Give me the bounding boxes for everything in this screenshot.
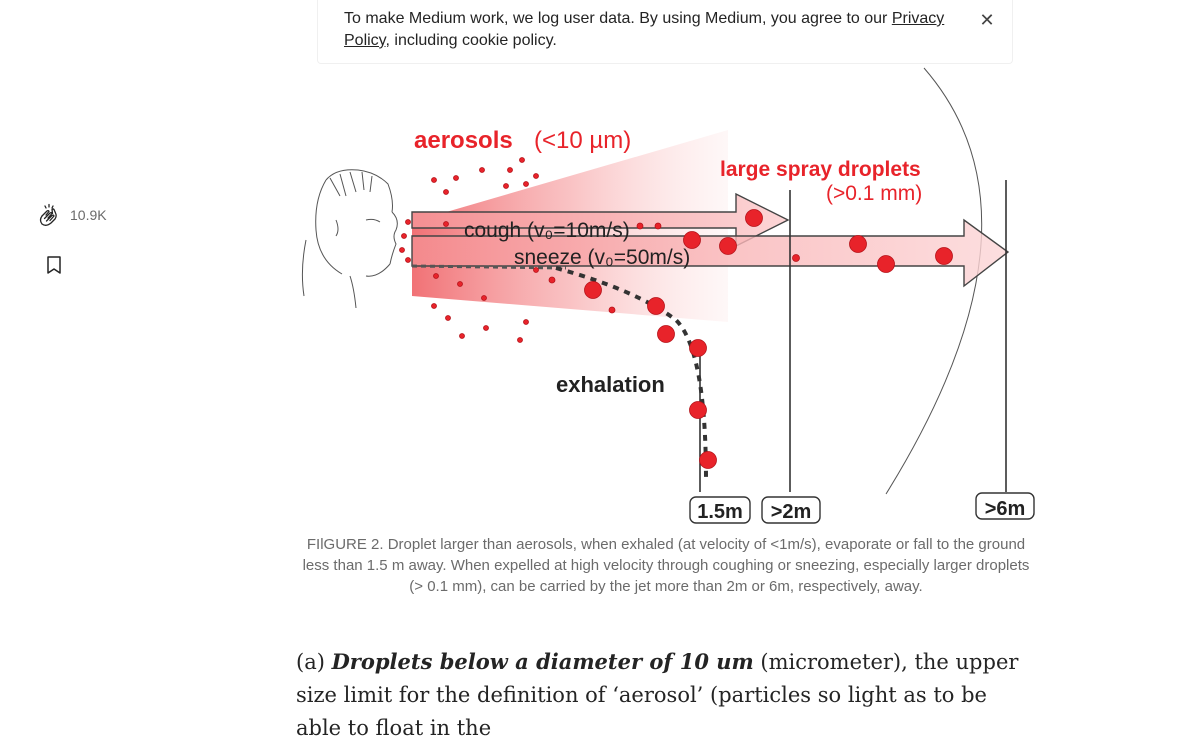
- sneeze-label: sneeze (v₀=50m/s): [514, 246, 691, 269]
- cookie-banner: [317, 0, 1013, 64]
- aerosols-size-label: (<10 µm): [534, 127, 632, 154]
- distance-2m: [762, 497, 820, 523]
- cookie-text: [344, 8, 984, 52]
- paragraph-prefix: (a): [296, 650, 332, 674]
- distance-2m-label: >2m: [770, 501, 812, 523]
- exhalation-label: exhalation: [556, 372, 665, 397]
- droplet-figure: [296, 60, 1046, 530]
- article-paragraph: [296, 645, 1026, 745]
- clap-icon[interactable]: [36, 202, 62, 228]
- distance-6m-label: >6m: [984, 498, 1026, 520]
- cough-label: cough (v₀=10m/s): [464, 219, 630, 242]
- cookie-text-after: including cookie policy.: [389, 32, 557, 49]
- clap-button[interactable]: [36, 202, 107, 228]
- figure-caption: FIlGURE 2. Droplet larger than aerosols, when exhaled (at velocity of <1m/s), evaporate or fall to the ground less than 1.5 m away. When expelled at high velocity through coughing or sneezing, especially larger droplets (> 0.1 mm), can be carried by the jet more than 2m or 6m, respectively, away.: [302, 536, 1030, 595]
- person-head-sketch: [302, 170, 397, 308]
- privacy-policy-link[interactable]: Privacy Policy,: [344, 10, 945, 49]
- close-icon[interactable]: ✕: [979, 10, 995, 30]
- large-spray-size-label: (>0.1 mm): [826, 182, 923, 205]
- cookie-text-before: To make Medium work, we log user data. By using Medium, you agree to our: [344, 10, 892, 27]
- distance-1-5m: [690, 497, 750, 523]
- paragraph-rest: (micrometer), the upper size limit for the definition of ‘aerosol’ (particles so light as to be able to float in the: [296, 650, 1019, 740]
- distance-6m: [976, 493, 1034, 520]
- bookmark-icon[interactable]: [44, 254, 64, 276]
- clap-count: 10.9K: [70, 207, 107, 223]
- distance-1-5m-label: 1.5m: [697, 501, 743, 523]
- large-spray-label: large spray droplets: [720, 158, 921, 181]
- aerosols-label: aerosols: [414, 127, 513, 154]
- paragraph-bold: Droplets below a diameter of 10 um: [331, 649, 754, 674]
